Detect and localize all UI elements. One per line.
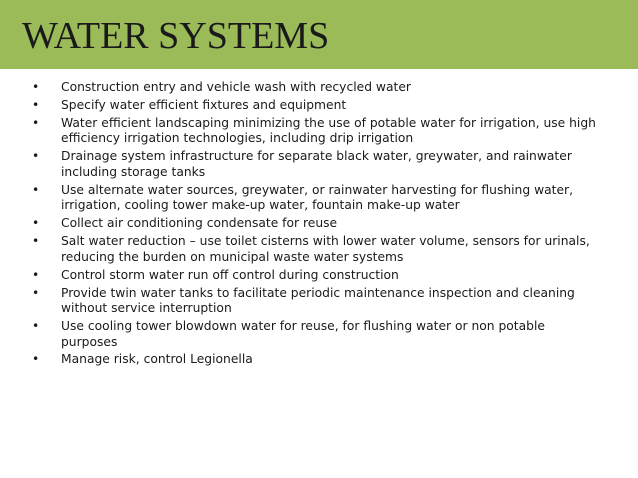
bullet-text: Control storm water run off control during construction xyxy=(61,267,399,282)
bullet-item xyxy=(32,234,602,265)
bullet-text: Collect air conditioning condensate for reuse xyxy=(61,216,338,231)
bullet-dot: • xyxy=(32,115,40,130)
bullet-item xyxy=(32,80,602,96)
bullet-item xyxy=(32,183,602,214)
bullet-dot: • xyxy=(32,182,40,197)
bullet-item xyxy=(32,216,602,232)
bullet-text: Use alternate water sources, greywater, or rainwater harvesting for flushing water, irrigation, cooling tower make-up water, fountain make-up water xyxy=(61,182,574,213)
bullet-item xyxy=(32,319,602,350)
bullet-dot: • xyxy=(32,352,40,367)
bullet-dot: • xyxy=(32,149,40,164)
slide-title: WATER SYSTEMS xyxy=(22,15,330,57)
bullet-text: Salt water reduction – use toilet cisterns with lower water volume, sensors for urinals, reducing the burden on municipal waste water systems xyxy=(61,234,590,264)
bullet-dot: • xyxy=(32,97,40,112)
bullet-dot: • xyxy=(32,216,40,231)
bullet-item xyxy=(32,352,602,368)
bullet-dot: • xyxy=(32,80,40,94)
bullet-dot: • xyxy=(32,234,40,249)
bullet-dot: • xyxy=(32,285,40,300)
bullet-text: Construction entry and vehicle wash with recycled water xyxy=(61,80,411,94)
bullet-list xyxy=(32,80,602,370)
title-bar xyxy=(0,0,638,69)
bullet-text: Drainage system infrastructure for separate black water, greywater, and rainwater including storage tanks xyxy=(61,149,572,179)
bullet-dot: • xyxy=(32,267,40,282)
bullet-item xyxy=(32,286,602,317)
bullet-item xyxy=(32,116,602,147)
bullet-text: Manage risk, control Legionella xyxy=(61,352,253,367)
bullet-item xyxy=(32,98,602,114)
bullet-item xyxy=(32,268,602,284)
bullet-text: Water efficient landscaping minimizing the use of potable water for irrigation, use high efficiency irrigation technologies, including drip irrigation xyxy=(61,115,596,146)
bullet-text: Provide twin water tanks to facilitate periodic maintenance inspection and cleaning without service interruption xyxy=(61,285,575,316)
bullet-item xyxy=(32,149,602,180)
bullet-text: Specify water efficient fixtures and equipment xyxy=(61,97,347,112)
bullet-dot: • xyxy=(32,318,40,333)
bullet-text: Use cooling tower blowdown water for reuse, for flushing water or non potable purposes xyxy=(61,318,545,349)
